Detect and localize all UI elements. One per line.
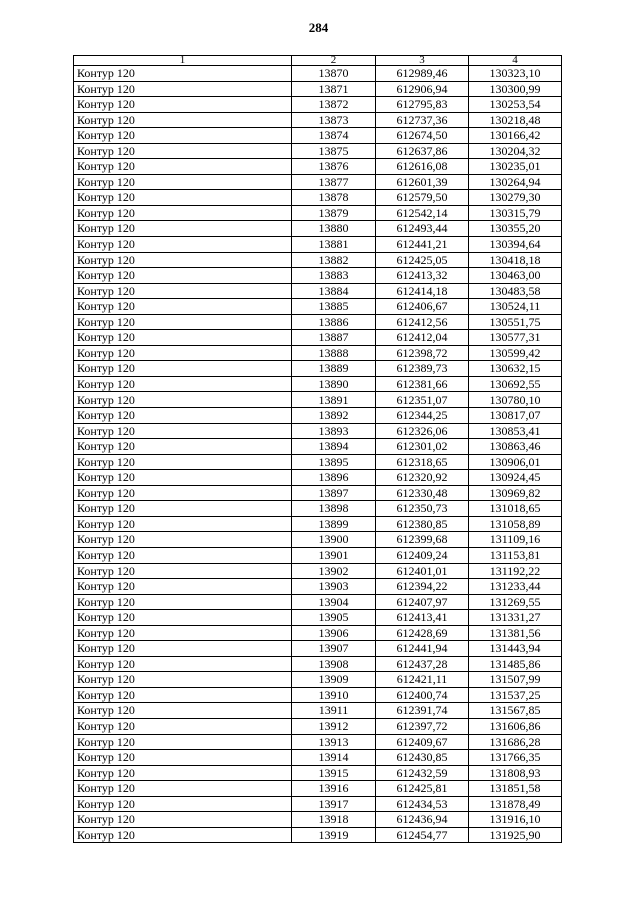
point-number-cell: 13914 [292,750,376,766]
point-number-cell: 13905 [292,610,376,626]
table-row [74,501,562,517]
table-row [74,454,562,470]
point-number-cell: 13912 [292,718,376,734]
y-coordinate-cell: 130300,99 [469,81,562,97]
y-coordinate-cell: 130253,54 [469,97,562,113]
header-col-1: 1 [74,56,292,66]
x-coordinate-cell: 612380,85 [376,516,469,532]
table-row [74,159,562,175]
table-row [74,672,562,688]
table-row [74,734,562,750]
x-coordinate-cell: 612350,73 [376,501,469,517]
table-row [74,439,562,455]
table-row [74,143,562,159]
point-number-cell: 13910 [292,687,376,703]
y-coordinate-cell: 130418,18 [469,252,562,268]
page-number: 284 [308,20,329,35]
point-number-cell: 13871 [292,81,376,97]
point-number-cell: 13885 [292,299,376,315]
table-row [74,610,562,626]
x-coordinate-cell: 612394,22 [376,579,469,595]
contour-name-cell: Контур 120 [74,112,292,128]
table-row [74,470,562,486]
contour-name-cell: Контур 120 [74,143,292,159]
coordinates-table [73,55,562,843]
point-number-cell: 13874 [292,128,376,144]
y-coordinate-cell: 130853,41 [469,423,562,439]
table-row [74,781,562,797]
x-coordinate-cell: 612441,94 [376,641,469,657]
point-number-cell: 13878 [292,190,376,206]
table-row [74,361,562,377]
x-coordinate-cell: 612407,97 [376,594,469,610]
table-row [74,237,562,253]
y-coordinate-cell: 131925,90 [469,827,562,843]
point-number-cell: 13917 [292,796,376,812]
header-row [74,56,562,66]
point-number-cell: 13886 [292,314,376,330]
table-row [74,408,562,424]
y-coordinate-cell: 130355,20 [469,221,562,237]
x-coordinate-cell: 612737,36 [376,112,469,128]
table-row [74,687,562,703]
x-coordinate-cell: 612437,28 [376,656,469,672]
x-coordinate-cell: 612430,85 [376,750,469,766]
contour-name-cell: Контур 120 [74,656,292,672]
x-coordinate-cell: 612398,72 [376,345,469,361]
x-coordinate-cell: 612432,59 [376,765,469,781]
x-coordinate-cell: 612616,08 [376,159,469,175]
table-row [74,205,562,221]
x-coordinate-cell: 612412,56 [376,314,469,330]
table-row [74,516,562,532]
table-row [74,221,562,237]
table-row [74,97,562,113]
y-coordinate-cell: 130632,15 [469,361,562,377]
y-coordinate-cell: 130692,55 [469,376,562,392]
x-coordinate-cell: 612412,04 [376,330,469,346]
point-number-cell: 13900 [292,532,376,548]
contour-name-cell: Контур 120 [74,579,292,595]
x-coordinate-cell: 612421,11 [376,672,469,688]
contour-name-cell: Контур 120 [74,454,292,470]
y-coordinate-cell: 130235,01 [469,159,562,175]
table-row [74,128,562,144]
table-row [74,765,562,781]
x-coordinate-cell: 612428,69 [376,625,469,641]
contour-name-cell: Контур 120 [74,81,292,97]
point-number-cell: 13884 [292,283,376,299]
y-coordinate-cell: 130817,07 [469,408,562,424]
y-coordinate-cell: 130483,58 [469,283,562,299]
x-coordinate-cell: 612579,50 [376,190,469,206]
x-coordinate-cell: 612434,53 [376,796,469,812]
y-coordinate-cell: 131331,27 [469,610,562,626]
point-number-cell: 13919 [292,827,376,843]
contour-name-cell: Контур 120 [74,423,292,439]
table-row [74,314,562,330]
x-coordinate-cell: 612425,05 [376,252,469,268]
table-row [74,485,562,501]
x-coordinate-cell: 612389,73 [376,361,469,377]
point-number-cell: 13915 [292,765,376,781]
point-number-cell: 13916 [292,781,376,797]
header-col-2: 2 [292,56,376,66]
point-number-cell: 13880 [292,221,376,237]
x-coordinate-cell: 612413,41 [376,610,469,626]
point-number-cell: 13896 [292,470,376,486]
point-number-cell: 13902 [292,563,376,579]
y-coordinate-cell: 130218,48 [469,112,562,128]
x-coordinate-cell: 612674,50 [376,128,469,144]
y-coordinate-cell: 130599,42 [469,345,562,361]
point-number-cell: 13909 [292,672,376,688]
table-row [74,423,562,439]
contour-name-cell: Контур 120 [74,672,292,688]
x-coordinate-cell: 612493,44 [376,221,469,237]
point-number-cell: 13906 [292,625,376,641]
contour-name-cell: Контур 120 [74,345,292,361]
y-coordinate-cell: 131507,99 [469,672,562,688]
y-coordinate-cell: 131018,65 [469,501,562,517]
contour-name-cell: Контур 120 [74,283,292,299]
x-coordinate-cell: 612454,77 [376,827,469,843]
x-coordinate-cell: 612436,94 [376,812,469,828]
contour-name-cell: Контур 120 [74,221,292,237]
point-number-cell: 13895 [292,454,376,470]
x-coordinate-cell: 612400,74 [376,687,469,703]
x-coordinate-cell: 612320,92 [376,470,469,486]
point-number-cell: 13870 [292,66,376,82]
header-col-3: 3 [376,56,469,66]
table-row [74,112,562,128]
point-number-cell: 13899 [292,516,376,532]
point-number-cell: 13890 [292,376,376,392]
point-number-cell: 13901 [292,547,376,563]
contour-name-cell: Контур 120 [74,501,292,517]
contour-name-cell: Контур 120 [74,376,292,392]
x-coordinate-cell: 612542,14 [376,205,469,221]
table-row [74,563,562,579]
header-col-4: 4 [469,56,562,66]
x-coordinate-cell: 612397,72 [376,718,469,734]
contour-name-cell: Контур 120 [74,470,292,486]
table-row [74,625,562,641]
table-row [74,827,562,843]
contour-name-cell: Контур 120 [74,252,292,268]
x-coordinate-cell: 612344,25 [376,408,469,424]
table-row [74,81,562,97]
table-row [74,66,562,82]
contour-name-cell: Контур 120 [74,625,292,641]
point-number-cell: 13907 [292,641,376,657]
x-coordinate-cell: 612795,83 [376,97,469,113]
contour-name-cell: Контур 120 [74,750,292,766]
contour-name-cell: Контур 120 [74,174,292,190]
x-coordinate-cell: 612414,18 [376,283,469,299]
table-row [74,594,562,610]
x-coordinate-cell: 612409,67 [376,734,469,750]
table-row [74,547,562,563]
y-coordinate-cell: 131269,55 [469,594,562,610]
table-row [74,656,562,672]
contour-name-cell: Контур 120 [74,314,292,330]
y-coordinate-cell: 130969,82 [469,485,562,501]
y-coordinate-cell: 130577,31 [469,330,562,346]
point-number-cell: 13882 [292,252,376,268]
table-row [74,718,562,734]
table-row [74,330,562,346]
contour-name-cell: Контур 120 [74,237,292,253]
x-coordinate-cell: 612401,01 [376,563,469,579]
point-number-cell: 13898 [292,501,376,517]
contour-name-cell: Контур 120 [74,361,292,377]
x-coordinate-cell: 612381,66 [376,376,469,392]
y-coordinate-cell: 131233,44 [469,579,562,595]
contour-name-cell: Контур 120 [74,641,292,657]
y-coordinate-cell: 130166,42 [469,128,562,144]
table-row [74,283,562,299]
x-coordinate-cell: 612318,65 [376,454,469,470]
x-coordinate-cell: 612399,68 [376,532,469,548]
contour-name-cell: Контур 120 [74,532,292,548]
contour-name-cell: Контур 120 [74,734,292,750]
x-coordinate-cell: 612601,39 [376,174,469,190]
y-coordinate-cell: 130780,10 [469,392,562,408]
table-row [74,190,562,206]
point-number-cell: 13908 [292,656,376,672]
table-body [74,66,562,843]
contour-name-cell: Контур 120 [74,812,292,828]
x-coordinate-cell: 612425,81 [376,781,469,797]
x-coordinate-cell: 612351,07 [376,392,469,408]
contour-name-cell: Контур 120 [74,781,292,797]
contour-name-cell: Контур 120 [74,66,292,82]
y-coordinate-cell: 131851,58 [469,781,562,797]
contour-name-cell: Контур 120 [74,299,292,315]
contour-name-cell: Контур 120 [74,190,292,206]
point-number-cell: 13913 [292,734,376,750]
point-number-cell: 13893 [292,423,376,439]
point-number-cell: 13911 [292,703,376,719]
y-coordinate-cell: 131537,25 [469,687,562,703]
contour-name-cell: Контур 120 [74,330,292,346]
y-coordinate-cell: 130279,30 [469,190,562,206]
contour-name-cell: Контур 120 [74,205,292,221]
point-number-cell: 13877 [292,174,376,190]
point-number-cell: 13903 [292,579,376,595]
contour-name-cell: Контур 120 [74,610,292,626]
point-number-cell: 13876 [292,159,376,175]
contour-name-cell: Контур 120 [74,594,292,610]
y-coordinate-cell: 130323,10 [469,66,562,82]
point-number-cell: 13897 [292,485,376,501]
y-coordinate-cell: 130394,64 [469,237,562,253]
y-coordinate-cell: 131808,93 [469,765,562,781]
point-number-cell: 13888 [292,345,376,361]
contour-name-cell: Контур 120 [74,547,292,563]
point-number-cell: 13891 [292,392,376,408]
contour-name-cell: Контур 120 [74,97,292,113]
point-number-cell: 13894 [292,439,376,455]
contour-name-cell: Контур 120 [74,703,292,719]
y-coordinate-cell: 131109,16 [469,532,562,548]
point-number-cell: 13918 [292,812,376,828]
y-coordinate-cell: 131606,86 [469,718,562,734]
x-coordinate-cell: 612637,86 [376,143,469,159]
x-coordinate-cell: 612330,48 [376,485,469,501]
point-number-cell: 13879 [292,205,376,221]
point-number-cell: 13889 [292,361,376,377]
table-row [74,392,562,408]
y-coordinate-cell: 130264,94 [469,174,562,190]
x-coordinate-cell: 612441,21 [376,237,469,253]
y-coordinate-cell: 130924,45 [469,470,562,486]
table-row [74,299,562,315]
table-row [74,174,562,190]
table-header [74,56,562,66]
y-coordinate-cell: 131153,81 [469,547,562,563]
table-row [74,252,562,268]
x-coordinate-cell: 612906,94 [376,81,469,97]
contour-name-cell: Контур 120 [74,392,292,408]
y-coordinate-cell: 130863,46 [469,439,562,455]
point-number-cell: 13875 [292,143,376,159]
table-row [74,268,562,284]
y-coordinate-cell: 130551,75 [469,314,562,330]
contour-name-cell: Контур 120 [74,718,292,734]
point-number-cell: 13883 [292,268,376,284]
contour-name-cell: Контур 120 [74,268,292,284]
y-coordinate-cell: 130463,00 [469,268,562,284]
x-coordinate-cell: 612301,02 [376,439,469,455]
x-coordinate-cell: 612326,06 [376,423,469,439]
contour-name-cell: Контур 120 [74,485,292,501]
table-row [74,812,562,828]
contour-name-cell: Контур 120 [74,408,292,424]
point-number-cell: 13881 [292,237,376,253]
contour-name-cell: Контур 120 [74,159,292,175]
x-coordinate-cell: 612406,67 [376,299,469,315]
contour-name-cell: Контур 120 [74,516,292,532]
y-coordinate-cell: 131766,35 [469,750,562,766]
y-coordinate-cell: 131567,85 [469,703,562,719]
point-number-cell: 13904 [292,594,376,610]
table-row [74,376,562,392]
y-coordinate-cell: 131381,56 [469,625,562,641]
y-coordinate-cell: 130906,01 [469,454,562,470]
y-coordinate-cell: 130204,32 [469,143,562,159]
table-row [74,796,562,812]
contour-name-cell: Контур 120 [74,439,292,455]
y-coordinate-cell: 131058,89 [469,516,562,532]
table-row [74,345,562,361]
y-coordinate-cell: 130315,79 [469,205,562,221]
y-coordinate-cell: 131192,22 [469,563,562,579]
contour-name-cell: Контур 120 [74,687,292,703]
table-row [74,579,562,595]
point-number-cell: 13887 [292,330,376,346]
contour-name-cell: Контур 120 [74,796,292,812]
table-row [74,641,562,657]
point-number-cell: 13872 [292,97,376,113]
point-number-cell: 13892 [292,408,376,424]
x-coordinate-cell: 612413,32 [376,268,469,284]
contour-name-cell: Контур 120 [74,128,292,144]
table-row [74,532,562,548]
x-coordinate-cell: 612409,24 [376,547,469,563]
contour-name-cell: Контур 120 [74,827,292,843]
contour-name-cell: Контур 120 [74,563,292,579]
y-coordinate-cell: 131443,94 [469,641,562,657]
table-row [74,750,562,766]
table-row [74,703,562,719]
x-coordinate-cell: 612989,46 [376,66,469,82]
y-coordinate-cell: 131878,49 [469,796,562,812]
y-coordinate-cell: 131485,86 [469,656,562,672]
x-coordinate-cell: 612391,74 [376,703,469,719]
y-coordinate-cell: 130524,11 [469,299,562,315]
y-coordinate-cell: 131916,10 [469,812,562,828]
y-coordinate-cell: 131686,28 [469,734,562,750]
point-number-cell: 13873 [292,112,376,128]
contour-name-cell: Контур 120 [74,765,292,781]
